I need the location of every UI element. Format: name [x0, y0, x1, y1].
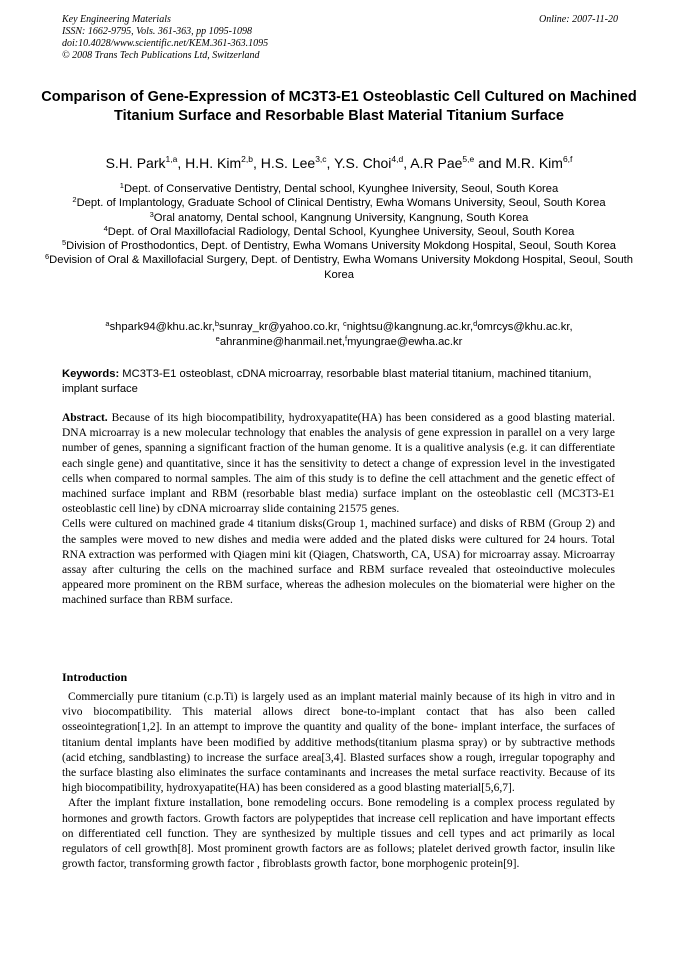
- affiliation-num: 1: [119, 181, 124, 190]
- author-sep: ,: [252, 155, 261, 171]
- keywords-label: Keywords:: [62, 368, 120, 380]
- email-address[interactable]: nightsu@kangnung.ac.kr,: [346, 321, 474, 333]
- email-sup: b: [214, 319, 220, 328]
- body-paragraph: Commercially pure titanium (c.p.Ti) is largely used as an implant material mainly because of its high in vitro and in vivo biocompatibility. This material allows direct bone-to-implant contact that has also been called osseointegration[1,2]. In an attempt to improve the quantity and quality of the bone- implant interface, the surfaces of titanium dental implants have been modified by additive methods(titanium plasma spray) or by subtractive methods (acid etching, sandblasting) to increase the surface area[3,4]. Blasted surfaces show a rough, irregular topography and the surface blasting also eliminates the surface contaminants and increases the metal surface reactivity. Because of its high biocompatibility, hydroxyapatite(HA) has been considered as a good blasting material[5,6,7].: [62, 691, 615, 795]
- affiliation: [40, 239, 638, 253]
- author-sup: 6,f: [562, 154, 573, 164]
- abstract-text: Because of its high biocompatibility, hydroxyapatite(HA) has been considered as a good blasting material. DNA microarray is a new molecular technology that enables the analysis of gene expression in parallel on a very large number of genes, spanning a significant fraction of the human genome. It is a qualitive analysis (e.g. it can differentiate each single gene) and quantitative, since it has the sensitivity to detect a change of expression level in the investigated cells when compared to normal samples. The aim of this study is to define the cell attachment and the genetic effect of machined surface implant and RBM (resorbable blast media) surface implant on the osteoblastic cell (MC3T3-E1 osteoblastic cell line) by cDNA microarray slide containing 21575 genes.: [62, 412, 615, 516]
- online-date: Online: 2007-11-20: [539, 14, 618, 25]
- author-name: M.R. Kim: [505, 155, 563, 171]
- affiliation-num: 3: [149, 209, 154, 219]
- issn-line: ISSN: 1662-9795, Vols. 361-363, pp 1095-1098: [62, 26, 252, 37]
- introduction-body: [62, 690, 615, 872]
- copyright-line: © 2008 Trans Tech Publications Ltd, Switzerland: [62, 50, 260, 61]
- author-name: H.S. Lee: [260, 155, 316, 171]
- email-line: [40, 320, 638, 335]
- author-sup: 4,d: [391, 154, 404, 164]
- abstract-label: Abstract.: [62, 412, 108, 424]
- abstract-paragraph: [62, 411, 615, 517]
- affiliation-text: Dept. of Conservative Dentistry, Dental school, Kyunghee Iniversity, Seoul, South Korea: [123, 183, 559, 195]
- email-address[interactable]: omrcys@khu.ac.kr,: [477, 321, 573, 333]
- email-address[interactable]: sunray_kr@yahoo.co.kr,: [219, 321, 343, 333]
- paper-title: Comparison of Gene-Expression of MC3T3-E1 Osteoblastic Cell Cultured on Machined Titanium Surface and Resorbable Blast Material Titanium Surface: [41, 89, 637, 124]
- email-address[interactable]: shpark94@khu.ac.kr,: [109, 321, 215, 333]
- journal-header: [62, 14, 618, 62]
- author-name: H.H. Kim: [185, 155, 242, 171]
- author: [505, 155, 572, 171]
- author-name: Y.S. Choi: [334, 155, 392, 171]
- author-sup: 2,b: [241, 154, 253, 164]
- affiliation-text: Oral anatomy, Dental school, Kangnung University, Kangnung, South Korea: [153, 211, 529, 224]
- doi-line: doi:10.4028/www.scientific.net/KEM.361-363.1095: [62, 38, 269, 49]
- affiliation: [40, 211, 638, 225]
- author-sup: 5,e: [462, 154, 475, 164]
- author: [185, 155, 261, 171]
- journal-name: Key Engineering Materials: [62, 14, 171, 25]
- affiliation-num: 4: [103, 223, 108, 233]
- author-name: A.R Pae: [410, 155, 463, 171]
- author: [410, 155, 505, 171]
- affiliation-text: Dept. of Implantology, Graduate School of Clinical Dentistry, Ewha Womans University, Seoul, South Korea: [76, 197, 606, 210]
- author-name: S.H. Park: [105, 155, 166, 171]
- author-sep: ,: [177, 155, 186, 171]
- email-address[interactable]: ahranmine@hanmail.net,: [219, 335, 346, 348]
- affiliation-num: 6: [44, 252, 50, 262]
- section-heading: Introduction: [62, 670, 128, 684]
- affiliation-text: Division of Prosthodontics, Dept. of Dentistry, Ewha Womans University Mokdong Hospital, Seoul, South Korea: [66, 240, 617, 253]
- author-list: [40, 153, 638, 173]
- keywords-text: MC3T3-E1 osteoblast, cDNA microarray, resorbable blast material titanium, machined titanium, implant surface: [62, 368, 592, 395]
- abstract: [62, 411, 615, 609]
- author-sep: ,: [403, 155, 411, 171]
- keywords: [62, 367, 618, 396]
- email-sup: f: [345, 333, 348, 343]
- affiliation: [40, 253, 638, 282]
- email-list: [40, 320, 638, 349]
- email-address[interactable]: myungrae@ewha.ac.kr: [347, 335, 463, 348]
- affiliation: [40, 196, 638, 210]
- email-sup: e: [215, 333, 220, 343]
- email-sup: d: [473, 319, 478, 328]
- email-sup: a: [105, 319, 110, 328]
- affiliation-text: Dept. of Oral Maxillofacial Radiology, Dental School, Kyunghee University, Seoul, South Korea: [107, 225, 575, 238]
- author-sup: 3,c: [315, 154, 327, 164]
- affiliation-num: 2: [72, 195, 77, 205]
- affiliation: [40, 225, 638, 239]
- email-sup: c: [342, 319, 347, 328]
- author-sep: ,: [326, 155, 335, 171]
- author: [334, 155, 410, 171]
- author: [261, 155, 334, 171]
- abstract-paragraph: Cells were cultured on machined grade 4 titanium disks(Group 1, machined surface) and disks of RBM (Group 2) and the samples were moved to new dishes and media were added and the plated disks were cultured for 24 hours. Total RNA extraction was performed with Qiagen mini kit (Qiagen, Chatsworth, CA, USA) for microarray assay. Microarray assay after culturing the cells on the machined surface and RBM surface revealed that osteoinductive molecules appeared more prominent on the RBM surface, whereas the adhesion molecules on the biomaterial were higher on the machined surface than RBM surface.: [62, 518, 615, 607]
- affiliation-list: [40, 182, 638, 282]
- author-sep: and: [474, 155, 506, 171]
- affiliation-num: 5: [61, 238, 67, 248]
- author: [106, 155, 186, 171]
- affiliation-text: Devision of Oral & Maxillofacial Surgery, Dept. of Dentistry, Ewha Womans University Mokdong Hospital, Seoul, South Korea: [49, 254, 634, 281]
- author-sup: 1,a: [165, 154, 178, 164]
- email-line: [40, 335, 638, 350]
- affiliation: [40, 182, 638, 196]
- body-paragraph: After the implant fixture installation, bone remodeling occurs. Bone remodeling is a complex process regulated by hormones and growth factors. Growth factors are polypeptides that increase cell replication and have important effects on differentiated cell function. They are synthesized by multiple tissues and cell types and act primarily as local regulators of cell growth[8]. Most prominent growth factors are as follows; platelet derived growth factor, insulin like growth factor, transforming growth factor , fibroblasts growth factor, bone morphogenic protein[9].: [62, 797, 615, 871]
